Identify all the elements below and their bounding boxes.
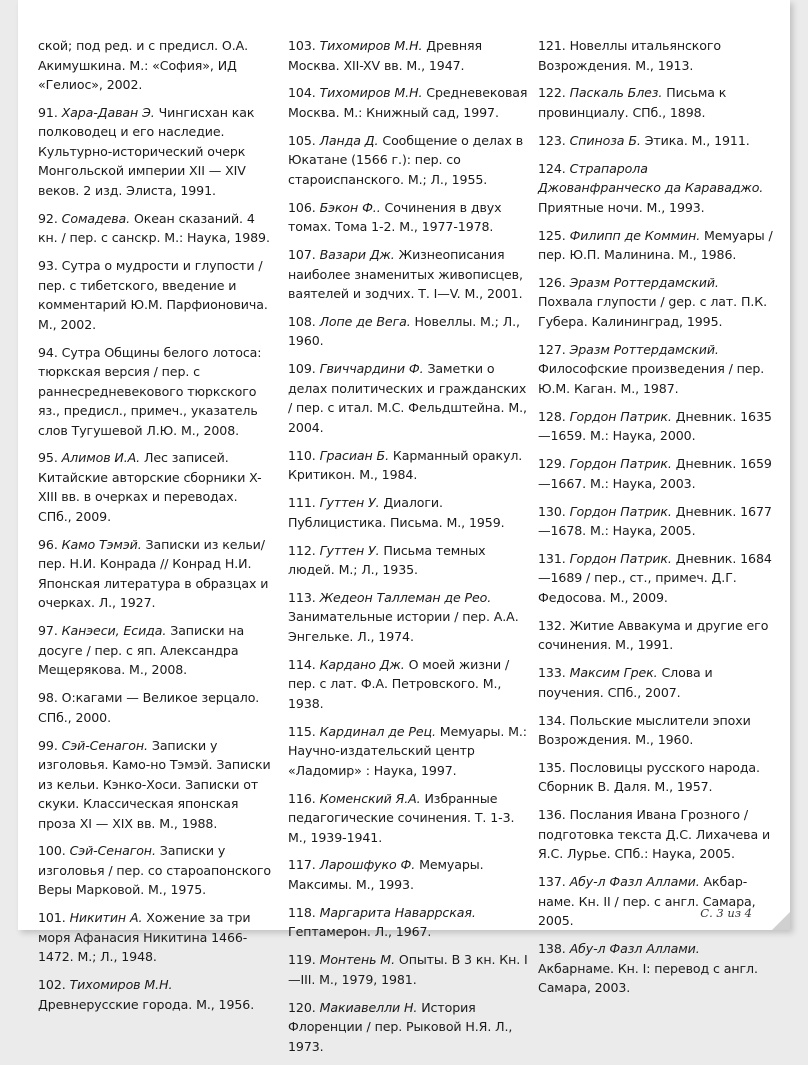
- entry-text: Сутра Общины белого лотоса: тюркская версия / пер. с раннесредневекового тюркского яз., предисл., примеч., указатель слов Тугушевой Л.Ю. М., 2008.: [38, 344, 262, 438]
- entry-number: 125.: [538, 227, 566, 243]
- entry-author: Спиноза Б.: [569, 132, 641, 148]
- entry-author: Тихомиров М.Н.: [319, 85, 423, 101]
- entry-text: Пословицы русского народа. Сборник В. Даля. М., 1957.: [538, 759, 760, 795]
- entry-author: Гуттен У.: [319, 542, 380, 558]
- entry-text: Дневник. 1677—1678. М.: Наука, 2005.: [538, 503, 772, 539]
- column-2: [288, 36, 530, 1065]
- entry-author: Ларошфуко Ф.: [319, 857, 416, 873]
- entry-number: 91.: [38, 104, 58, 120]
- bibliography-entry: [38, 209, 274, 248]
- entry-text: Акбар-наме. Кн. II / пер. с англ. Самара, 2005.: [538, 874, 756, 929]
- bibliography-entry: [538, 36, 774, 75]
- bibliography-entry: [538, 663, 774, 702]
- bibliography-entry: [288, 312, 530, 351]
- entry-text: Чингисхан как полководец и его наследие. Культурно-исторический очерк Монгольской империи XII — XIV веков. 2 изд. Элиста, 1991.: [38, 104, 255, 198]
- entry-number: 92.: [38, 210, 58, 226]
- bibliography-entry: [38, 343, 274, 441]
- page-corner-fold: [772, 912, 790, 930]
- bibliography-entry: [288, 855, 530, 894]
- entry-text: Опыты. В 3 кн. Кн. I—III. М., 1979, 1981.: [288, 952, 528, 987]
- entry-text: История Флоренции / пер. Рыковой Н.Я. Л., 1973.: [288, 999, 513, 1054]
- bibliography-entry: [38, 36, 274, 95]
- entry-number: 102.: [38, 977, 66, 993]
- entry-number: 130.: [538, 503, 566, 519]
- entry-text: Лес записей. Китайские авторские сборники X-XIII вв. в очерках и переводах. СПб., 2009.: [38, 450, 262, 524]
- entry-author: Ланда Д.: [319, 132, 379, 148]
- entry-number: 121.: [538, 38, 566, 53]
- entry-number: 93.: [38, 258, 58, 274]
- entry-number: 124.: [538, 160, 566, 176]
- entry-number: 118.: [288, 904, 316, 920]
- entry-text: Древнерусские города. М., 1956.: [38, 996, 255, 1012]
- bibliography-entry: [38, 975, 274, 1014]
- entry-author: Бэкон Ф..: [319, 199, 381, 215]
- bibliography-entry: [38, 448, 274, 526]
- entry-author: Жедеон Таллеман де Рео.: [319, 589, 492, 605]
- entry-number: 135.: [538, 759, 566, 775]
- entry-text: Океан сказаний. 4 кн. / пер. с санскр. М.: Наука, 1989.: [38, 210, 270, 246]
- entry-author: Алимов И.А.: [61, 450, 141, 466]
- page-number: С. 3 из 4: [700, 906, 752, 920]
- bibliography-entry: [538, 758, 774, 797]
- entry-author: Гордон Патрик.: [569, 503, 672, 519]
- bibliography-entry: [538, 226, 774, 265]
- entry-text: Заметки о делах политических и гражданских / пер. с итал. М.С. Фельдштейна. М., 2004.: [288, 361, 527, 435]
- entry-number: 97.: [38, 623, 58, 639]
- entry-number: 131.: [538, 550, 566, 566]
- bibliography-entry: [538, 939, 774, 998]
- entry-text: О:кагами — Великое зерцало. СПб., 2000.: [38, 690, 260, 725]
- entry-number: 129.: [538, 456, 566, 472]
- entry-text: Новеллы итальянского Возрождения. М., 1913.: [538, 38, 722, 73]
- entry-author: Макиавелли Н.: [319, 999, 418, 1015]
- entry-author: Монтень М.: [319, 952, 395, 968]
- entry-number: 111.: [288, 495, 316, 511]
- bibliography-entry: [288, 131, 530, 190]
- entry-text: Дневник. 1659—1667. М.: Наука, 2003.: [538, 456, 772, 491]
- entry-text: Житие Аввакума и другие его сочинения. М., 1991.: [538, 617, 769, 653]
- entry-text: Занимательные истории / пер. А.А. Энгельке. Л., 1974.: [288, 609, 519, 644]
- entry-author: Гвиччардини Ф.: [319, 361, 424, 377]
- entry-author: Кардано Дж.: [319, 656, 405, 672]
- entry-text: Польские мыслители эпохи Возрождения. М., 1960.: [538, 712, 751, 748]
- entry-author: Коменский Я.А.: [319, 790, 421, 806]
- document-page: [18, 0, 790, 1054]
- entry-author: Филипп де Коммин.: [569, 227, 701, 243]
- bibliography-entry: [538, 159, 774, 218]
- entry-number: 94.: [38, 344, 58, 360]
- entry-text: Философские произведения / пер. Ю.М. Каган. М., 1987.: [538, 361, 765, 396]
- bibliography-entry: [288, 446, 530, 485]
- entry-text: Древняя Москва. XII-XV вв. М., 1947.: [288, 38, 482, 73]
- entry-number: 101.: [38, 910, 66, 926]
- entry-number: 137.: [538, 874, 566, 890]
- bibliography-entry: [538, 711, 774, 750]
- bibliography-entry: [538, 454, 774, 493]
- bibliography-entry: [38, 736, 274, 834]
- entry-number: 127.: [538, 341, 566, 357]
- bibliography-entry: [538, 340, 774, 399]
- entry-text: Хожение за три моря Афанасия Никитина 1466-1472. М.; Л., 1948.: [38, 910, 251, 965]
- entry-number: 109.: [288, 361, 316, 377]
- bibliography-entry: [538, 805, 774, 864]
- entry-author: Эразм Роттердамский.: [569, 341, 719, 357]
- bibliography-entry: [288, 198, 530, 237]
- entry-author: Абу-л Фазл Аллами.: [569, 941, 700, 957]
- entry-author: Гуттен У.: [319, 495, 380, 511]
- entry-author: Хара-Даван Э.: [61, 104, 155, 120]
- bibliography-entry: [38, 535, 274, 613]
- entry-author: Никитин А.: [69, 910, 143, 926]
- entry-author: Максим Грек.: [569, 665, 658, 681]
- entry-author: Страпарола Джованфранческо да Караваджо.: [538, 160, 764, 196]
- entry-text: Письма темных людей. М.; Л., 1935.: [288, 542, 486, 578]
- bibliography-entry: [288, 789, 530, 848]
- bibliography-entry: [38, 908, 274, 967]
- entry-number: 126.: [538, 274, 566, 290]
- entry-author: Гордон Патрик.: [569, 408, 672, 424]
- entry-text: Сочинения в двух томах. Тома 1-2. М., 1977-1978.: [288, 199, 502, 235]
- entry-text: Письма к провинциалу. СПб., 1898.: [538, 85, 727, 120]
- entry-number: 120.: [288, 999, 316, 1015]
- bibliography-entry: [38, 621, 274, 680]
- entry-text: Мемуары / пер. Ю.П. Малинина. М., 1986.: [538, 227, 773, 263]
- entry-number: 113.: [288, 589, 316, 605]
- entry-number: 119.: [288, 952, 316, 968]
- entry-number: 133.: [538, 665, 566, 681]
- bibliography-entry: [288, 36, 530, 75]
- entry-author: Абу-л Фазл Аллами.: [569, 874, 700, 890]
- entry-author: Камо Тэмэй.: [61, 536, 142, 552]
- entry-number: 108.: [288, 313, 316, 329]
- entry-number: 98.: [38, 690, 58, 706]
- entry-author: Маргарита Наваррская.: [319, 904, 476, 920]
- entry-author: Канэеси, Есида.: [61, 623, 167, 639]
- entry-text: Сообщение о делах в Юкатане (1566 г.): пер. со староиспанского. М.; Л., 1955.: [288, 132, 524, 187]
- bibliography-entry: [288, 588, 530, 647]
- entry-number: 99.: [38, 737, 58, 753]
- entry-author: Лопе де Вега.: [319, 313, 411, 329]
- entry-text: Избранные педагогические сочинения. Т. 1-3. М., 1939-1941.: [288, 790, 515, 845]
- entry-text: Мемуары. М.: Научно-издательский центр «Ладомир» : Наука, 1997.: [288, 723, 527, 778]
- entry-number: 122.: [538, 85, 566, 101]
- entry-author: Сэй-Сенагон.: [69, 843, 156, 859]
- entry-text: Новеллы. М.; Л., 1960.: [288, 313, 520, 349]
- entry-text: Дневник. 1684—1689 / пер., ст., примеч. Д.Г. Федосова. М., 2009.: [538, 550, 772, 605]
- entry-number: 128.: [538, 408, 566, 424]
- entry-number: 104.: [288, 85, 316, 101]
- entry-number: 106.: [288, 199, 316, 215]
- bibliography-entry: [538, 872, 774, 931]
- entry-text: Послания Ивана Грозного / подготовка текста Д.С. Лихачева и Я.С. Лурье. СПб.: Наука, 2005.: [538, 807, 771, 862]
- entry-text: Сутра о мудрости и глупости / пер. с тибетского, введение и комментарий Ю.М. Парфионовича. М., 2002.: [38, 258, 268, 332]
- entry-number: 132.: [538, 617, 566, 633]
- entry-text: Записки из кельи/ пер. Н.И. Конрада // Конрад Н.И. Японская литература в образцах и очерках. Л., 1927.: [38, 536, 269, 611]
- entry-text: Карманный оракул. Критикон. М., 1984.: [288, 447, 523, 483]
- bibliography-entry: [538, 549, 774, 608]
- entry-number: 95.: [38, 450, 58, 466]
- entry-text: Жизнеописания наиболее знаменитых живописцев, ваятелей и зодчих. Т. I—V. М., 2001.: [288, 247, 523, 302]
- bibliography-entry: [538, 131, 774, 151]
- bibliography-entry: [288, 655, 530, 714]
- entry-text: Дневник. 1635—1659. М.: Наука, 2000.: [538, 408, 772, 444]
- bibliography-entry: [288, 950, 530, 989]
- entry-number: 107.: [288, 247, 316, 263]
- bibliography-entry: [288, 83, 530, 122]
- bibliography-entry: [38, 103, 274, 201]
- entry-text: Слова и поучения. СПб., 2007.: [538, 665, 713, 700]
- column-1: [38, 36, 274, 1023]
- bibliography-entry: [288, 541, 530, 580]
- entry-number: 123.: [538, 132, 566, 148]
- entry-number: 115.: [288, 723, 316, 739]
- bibliography-entry: [38, 688, 274, 727]
- entry-text: Записки у изголовья / пер. со староапонского Веры Марковой. М., 1975.: [38, 843, 271, 898]
- entry-author: Гордон Патрик.: [569, 550, 672, 566]
- entry-number: 112.: [288, 542, 316, 558]
- entry-author: Сэй-Сенагон.: [61, 737, 148, 753]
- bibliography-entry: [288, 998, 530, 1057]
- bibliography-entry: [288, 493, 530, 532]
- entry-number: 138.: [538, 941, 566, 957]
- entry-author: Тихомиров М.Н.: [319, 38, 423, 53]
- bibliography-entry: [288, 903, 530, 942]
- bibliography-entry: [288, 722, 530, 781]
- bibliography-entry: [38, 841, 274, 900]
- entry-author: Кардинал де Рец.: [319, 723, 436, 739]
- bibliography-entry: [538, 616, 774, 655]
- entry-number: 100.: [38, 843, 66, 859]
- entry-text: ской; под ред. и с предисл. О.А. Акимушкина. М.: «София», ИД «Гелиос», 2002.: [38, 38, 249, 92]
- entry-author: Эразм Роттердамский.: [569, 274, 719, 290]
- bibliography-entry: [538, 502, 774, 541]
- entry-number: 114.: [288, 656, 316, 672]
- entry-number: 96.: [38, 536, 58, 552]
- entry-text: Этика. М., 1911.: [644, 132, 750, 148]
- entry-text: Записки у изголовья. Камо-но Тэмэй. Записки из кельи. Кэнко-Хоси. Записки от скуки. Классическая японская проза XI — XIX вв. М., 1988.: [38, 737, 271, 831]
- bibliography-entry: [538, 83, 774, 122]
- entry-author: Грасиан Б.: [319, 447, 389, 463]
- entry-text: Похвала глупости / gep. с лат. П.К. Губера. Калининград, 1995.: [538, 294, 767, 329]
- entry-number: 117.: [288, 857, 316, 873]
- entry-text: Мемуары. Максимы. М., 1993.: [288, 857, 484, 892]
- bibliography-entry: [538, 407, 774, 446]
- entry-text: Средневековая Москва. М.: Книжный сад, 1997.: [288, 85, 528, 120]
- entry-author: Тихомиров М.Н.: [69, 977, 173, 993]
- bibliography-entry: [38, 256, 274, 334]
- entry-text: Гептамерон. Л., 1967.: [288, 924, 432, 940]
- column-3: [538, 36, 774, 1006]
- entry-author: Паскаль Блез.: [569, 85, 663, 101]
- entry-number: 105.: [288, 132, 316, 148]
- bibliography-entry: [288, 359, 530, 437]
- entry-number: 116.: [288, 790, 316, 806]
- entry-number: 136.: [538, 807, 566, 823]
- entry-text: Акбарнаме. Кн. I: перевод с англ. Самара, 2003.: [538, 960, 758, 996]
- entry-text: Приятные ночи. М., 1993.: [538, 199, 705, 215]
- entry-text: О моей жизни / пер. с лат. Ф.А. Петровского. М., 1938.: [288, 656, 510, 711]
- entry-author: Сомадева.: [61, 210, 131, 226]
- bibliography-entry: [288, 245, 530, 304]
- entry-text: Записки на досуге / пер. с яп. Александра Мещерякова. М., 2008.: [38, 623, 245, 678]
- entry-author: Гордон Патрик.: [569, 456, 672, 472]
- entry-author: Вазари Дж.: [319, 247, 395, 263]
- bibliography-entry: [538, 273, 774, 332]
- entry-number: 103.: [288, 38, 316, 53]
- entry-text: Диалоги. Публицистика. Письма. М., 1959.: [288, 495, 505, 530]
- entry-number: 134.: [538, 712, 566, 728]
- entry-number: 110.: [288, 447, 316, 463]
